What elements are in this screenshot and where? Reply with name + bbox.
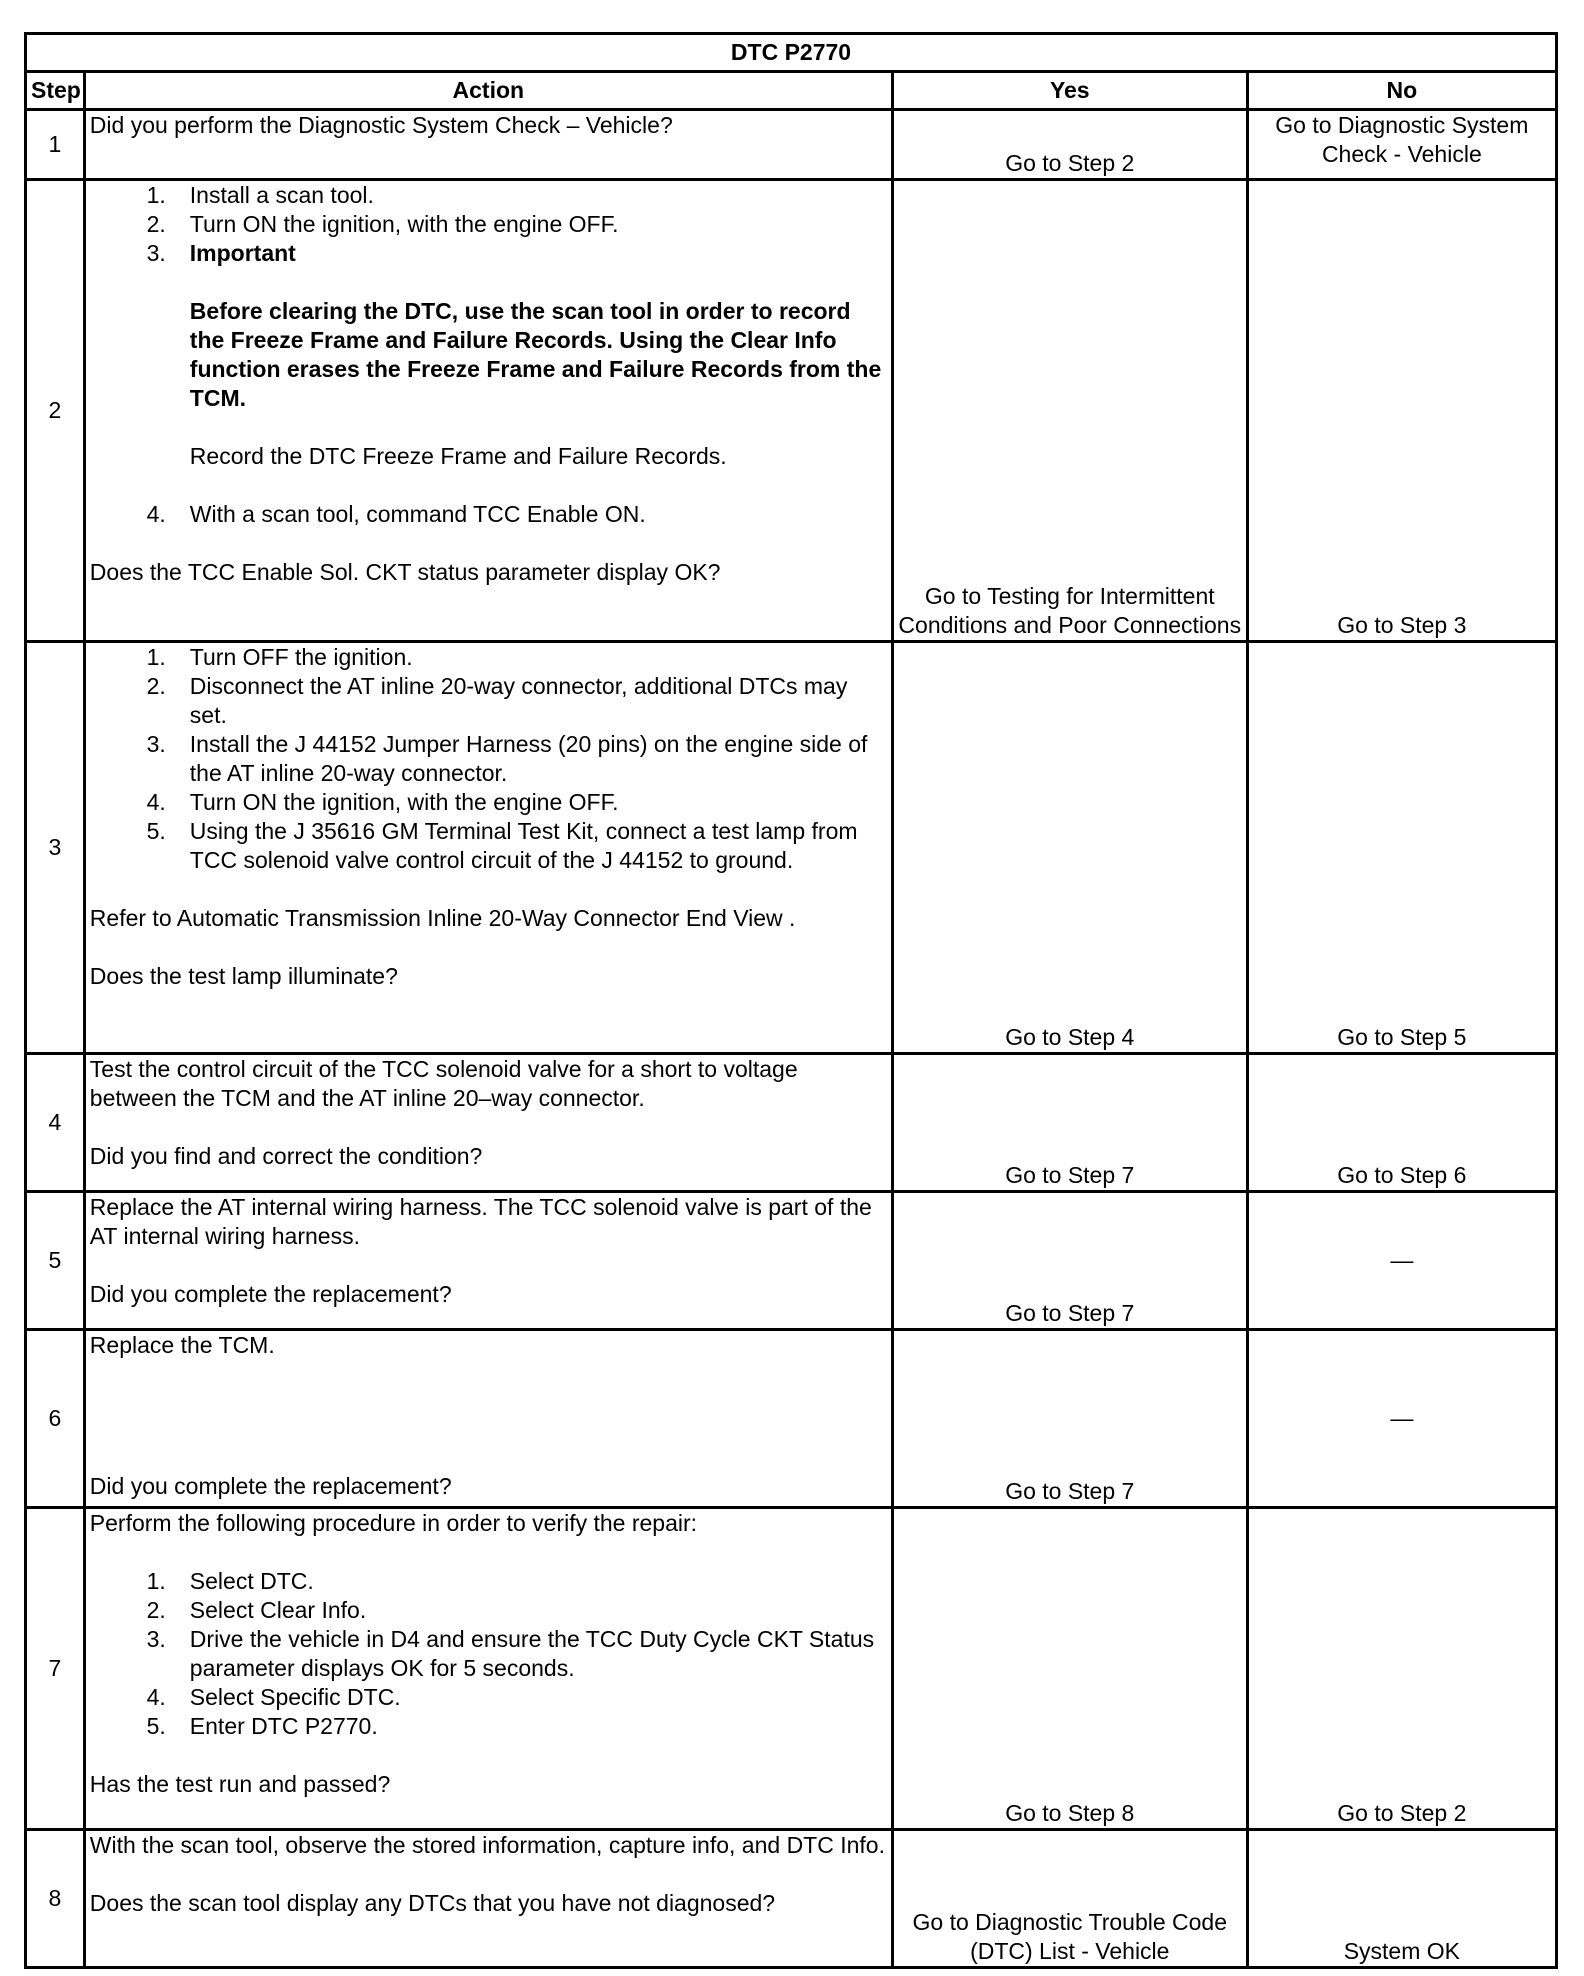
action-cell (84, 110, 892, 180)
action-text: Did you perform the Diagnostic System Check – Vehicle? (89, 112, 673, 138)
list-item (90, 1712, 887, 1741)
list-number: 4. (146, 1684, 166, 1710)
list-text: Turn ON the ignition, with the engine OFF. (189, 211, 619, 237)
header-step: Step (26, 72, 85, 110)
list-text: Install the J 44152 Jumper Harness (20 pins) on the engine side of the AT inline 20-way connector. (189, 731, 868, 786)
yes-cell: Go to Step 7 (892, 1192, 1247, 1330)
action-text: Replace the AT internal wiring harness. The TCC solenoid valve is part of the AT internal wiring harness. (89, 1194, 872, 1249)
table-row (26, 1330, 1557, 1508)
record-note: Record the DTC Freeze Frame and Failure Records. (189, 443, 727, 469)
list-item (90, 788, 887, 817)
action-list (90, 1567, 887, 1741)
table-row (26, 642, 1557, 1054)
list-number: 4. (146, 789, 166, 815)
list-number: 3. (146, 731, 166, 757)
action-text: Test the control circuit of the TCC solenoid valve for a short to voltage between the TCM and the AT inline 20–way connector. (89, 1056, 798, 1111)
no-cell: Go to Step 3 (1247, 180, 1556, 642)
important-note: Before clearing the DTC, use the scan tool in order to record the Freeze Frame and Failure Records. Using the Clear Info function erases the Freeze Frame and Failure Records from the TCM. (189, 298, 882, 411)
step-number: 3 (26, 642, 85, 1054)
action-text: With the scan tool, observe the stored information, capture info, and DTC Info. (89, 1832, 885, 1858)
yes-cell: Go to Step 2 (892, 110, 1247, 180)
action-list (90, 643, 887, 875)
action-cell (84, 1330, 892, 1508)
list-number: 1. (146, 644, 166, 670)
list-text: Select Clear Info. (189, 1597, 367, 1623)
list-text: Using the J 35616 GM Terminal Test Kit, connect a test lamp from TCC solenoid valve control circuit of the J 44152 to ground. (189, 818, 858, 873)
yes-cell: Go to Step 7 (892, 1054, 1247, 1192)
list-text: Enter DTC P2770. (189, 1713, 378, 1739)
list-item (90, 1567, 887, 1596)
diagnostic-table (24, 32, 1558, 1969)
list-text: Turn ON the ignition, with the engine OFF. (189, 789, 619, 815)
table-row (26, 1192, 1557, 1330)
list-number: 1. (146, 1568, 166, 1594)
action-list (90, 181, 887, 268)
no-cell: Go to Step 2 (1247, 1508, 1556, 1830)
action-cell (84, 1192, 892, 1330)
action-text: Replace the TCM. (89, 1332, 275, 1358)
action-cell (84, 642, 892, 1054)
no-cell: System OK (1247, 1830, 1556, 1968)
action-question: Did you find and correct the condition? (89, 1143, 483, 1169)
header-no: No (1247, 72, 1556, 110)
action-question: Does the TCC Enable Sol. CKT status parameter display OK? (89, 559, 721, 585)
table-row (26, 180, 1557, 642)
list-number: 3. (146, 1626, 166, 1652)
table-row (26, 110, 1557, 180)
list-text: Drive the vehicle in D4 and ensure the TCC Duty Cycle CKT Status parameter displays OK for 5 seconds. (189, 1626, 875, 1681)
list-text: Important (189, 240, 296, 266)
yes-cell: Go to Step 8 (892, 1508, 1247, 1830)
table-title: DTC P2770 (26, 34, 1557, 72)
action-cell (84, 1830, 892, 1968)
yes-cell: Go to Diagnostic Trouble Code (DTC) List - Vehicle (892, 1830, 1247, 1968)
action-question: Does the test lamp illuminate? (89, 963, 398, 989)
action-cell (84, 1508, 892, 1830)
action-question: Has the test run and passed? (89, 1771, 391, 1797)
yes-cell: Go to Step 7 (892, 1330, 1247, 1508)
table-row (26, 1054, 1557, 1192)
table-row (26, 1508, 1557, 1830)
list-item (90, 1596, 887, 1625)
list-item (90, 181, 887, 210)
list-item (90, 672, 887, 730)
no-cell: — (1247, 1330, 1556, 1508)
list-number: 4. (146, 501, 166, 527)
header-action: Action (84, 72, 892, 110)
step-number: 4 (26, 1054, 85, 1192)
list-text: Install a scan tool. (189, 182, 374, 208)
list-number: 2. (146, 211, 166, 237)
list-number: 5. (146, 1713, 166, 1739)
step-number: 8 (26, 1830, 85, 1968)
list-number: 1. (146, 182, 166, 208)
action-text: Perform the following procedure in order to verify the repair: (89, 1510, 698, 1536)
no-cell: Go to Diagnostic System Check - Vehicle (1247, 110, 1556, 180)
list-text: Disconnect the AT inline 20-way connector, additional DTCs may set. (189, 673, 848, 728)
list-item (90, 1683, 887, 1712)
list-item (90, 643, 887, 672)
list-text: Select Specific DTC. (189, 1684, 401, 1710)
action-question: Does the scan tool display any DTCs that you have not diagnosed? (89, 1890, 776, 1916)
list-text: Turn OFF the ignition. (189, 644, 413, 670)
list-item (90, 500, 887, 529)
step-number: 7 (26, 1508, 85, 1830)
list-number: 5. (146, 818, 166, 844)
step-number: 1 (26, 110, 85, 180)
list-number: 2. (146, 673, 166, 699)
list-item (90, 1625, 887, 1683)
table-row (26, 1830, 1557, 1968)
header-row (26, 72, 1557, 110)
no-cell: — (1247, 1192, 1556, 1330)
yes-cell: Go to Step 4 (892, 642, 1247, 1054)
step-number: 5 (26, 1192, 85, 1330)
list-item (90, 210, 887, 239)
list-number: 2. (146, 1597, 166, 1623)
list-item (90, 730, 887, 788)
yes-cell: Go to Testing for Intermittent Conditions and Poor Connections (892, 180, 1247, 642)
action-cell (84, 180, 892, 642)
list-number: 3. (146, 240, 166, 266)
step-number: 6 (26, 1330, 85, 1508)
no-cell: Go to Step 6 (1247, 1054, 1556, 1192)
action-question: Did you complete the replacement? (89, 1281, 452, 1307)
list-text: Select DTC. (189, 1568, 314, 1594)
step-number: 2 (26, 180, 85, 642)
list-item (90, 817, 887, 875)
list-text: With a scan tool, command TCC Enable ON. (189, 501, 646, 527)
action-cell (84, 1054, 892, 1192)
title-row (26, 34, 1557, 72)
header-yes: Yes (892, 72, 1247, 110)
action-question: Did you complete the replacement? (89, 1473, 452, 1499)
refer-note: Refer to Automatic Transmission Inline 20-Way Connector End View . (89, 905, 796, 931)
action-list (90, 500, 887, 529)
no-cell: Go to Step 5 (1247, 642, 1556, 1054)
list-item (90, 239, 887, 268)
